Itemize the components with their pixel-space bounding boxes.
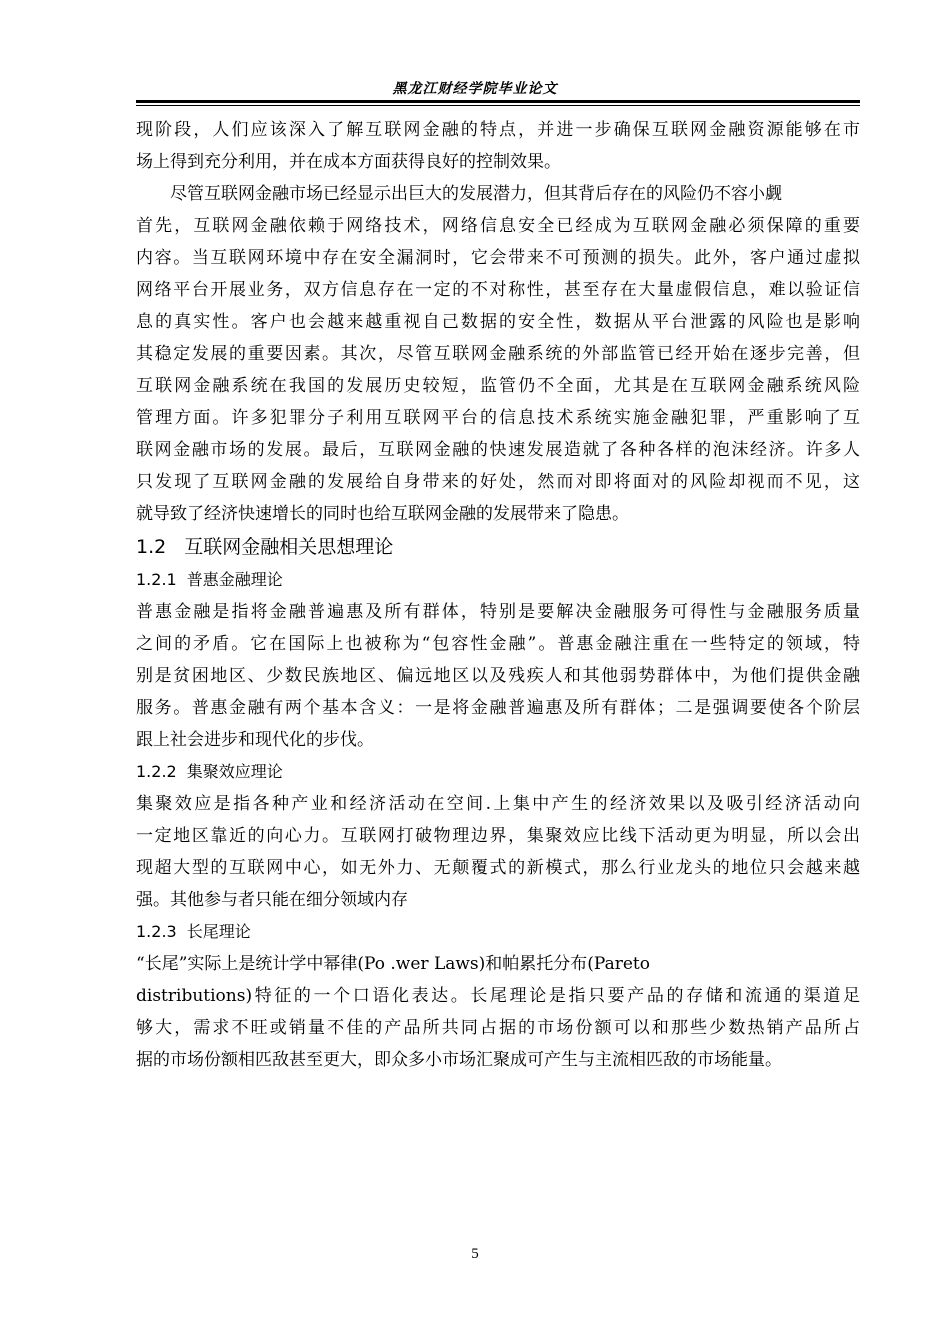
paragraph-line: 其稳定发展的重要因素。其次，尽管互联网金融系统的外部监管已经开始在逐步完善，但 (136, 344, 860, 364)
subsection-heading (136, 564, 860, 596)
paragraph-line: 服务。普惠金融有两个基本含义：一是将金融普遍惠及所有群体；二是强调要使各个阶层 (136, 698, 860, 718)
paragraph-line: 首先，互联网金融依赖于网络技术，网络信息安全已经成为互联网金融必须保障的重要 (136, 216, 860, 236)
paragraph-line: 管理方面。许多犯罪分子利用互联网平台的信息技术系统实施金融犯罪，严重影响了互 (136, 408, 860, 428)
header-rule-thin (136, 105, 860, 106)
paragraph-line: 网络平台开展业务，双方信息存在一定的不对称性，甚至存在大量虚假信息，难以验证信 (136, 280, 860, 300)
paragraph-line: 联网金融市场的发展。最后，互联网金融的快速发展造就了各种各样的泡沫经济。许多人 (136, 440, 860, 460)
document-body (136, 114, 860, 1076)
paragraph-line: distributions)特征的一个口语化表达。长尾理论是指只要产品的存储和流通的渠道足 (136, 986, 860, 1006)
paragraph-line: 就导致了经济快速增长的同时也给互联网金融的发展带来了隐患。 (136, 504, 629, 524)
paragraph-line: 强。其他参与者只能在细分领域内存 (136, 890, 408, 910)
subsection-title: 长尾理论 (186, 922, 251, 941)
paragraph-line: “长尾”实际上是统计学中幂律(Po .wer Laws)和帕累托分布(Pareto (136, 954, 650, 974)
section-title: 互联网金融相关思想理论 (184, 536, 394, 558)
paragraph-line: 现阶段，人们应该深入了解互联网金融的特点，并进一步确保互联网金融资源能够在市 (136, 120, 860, 140)
page-number: 5 (471, 1246, 479, 1262)
paragraph-line: 现超大型的互联网中心，如无外力、无颠覆式的新模式，那么行业龙头的地位只会越来越 (136, 858, 860, 878)
subsection-number: 1.2.3 (136, 922, 177, 941)
paragraph-line: 跟上社会进步和现代化的步伐。 (136, 730, 374, 750)
section-heading (136, 530, 860, 564)
paragraph-line: 尽管互联网金融市场已经显示出巨大的发展潜力，但其背后存在的风险仍不容小觑 (170, 184, 782, 204)
paragraph-line: 别是贫困地区、少数民族地区、偏远地区以及残疾人和其他弱势群体中，为他们提供金融 (136, 666, 860, 686)
paragraph-line: 据的市场份额相匹敌甚至更大，即众多小市场汇聚成可产生与主流相匹敌的市场能量。 (136, 1050, 782, 1070)
subsection-number: 1.2.1 (136, 570, 177, 589)
header-rule-thick (136, 100, 860, 103)
subsection-title: 集聚效应理论 (186, 762, 283, 781)
subsection-title: 普惠金融理论 (186, 570, 283, 589)
subsection-heading (136, 756, 860, 788)
paragraph-line: 场上得到充分利用，并在成本方面获得良好的控制效果。 (136, 152, 561, 172)
paragraph-line: 互联网金融系统在我国的发展历史较短，监管仍不全面，尤其是在互联网金融系统风险 (136, 376, 860, 396)
paragraph-line: 集聚效应是指各种产业和经济活动在空间.上集中产生的经济效果以及吸引经济活动向 (136, 794, 860, 814)
paragraph-line: 一定地区靠近的向心力。互联网打破物理边界，集聚效应比线下活动更为明显，所以会出 (136, 826, 860, 846)
subsection-heading (136, 916, 860, 948)
page-header-title: 黑龙江财经学院毕业论文 (392, 81, 558, 97)
paragraph-line: 只发现了互联网金融的发展给自身带来的好处，然而对即将面对的风险却视而不见，这 (136, 472, 860, 492)
section-number: 1.2 (136, 536, 167, 558)
paragraph-line: 内容。当互联网环境中存在安全漏洞时，它会带来不可预测的损失。此外，客户通过虚拟 (136, 248, 860, 268)
paragraph-line: 普惠金融是指将金融普遍惠及所有群体，特别是要解决金融服务可得性与金融服务质量 (136, 602, 860, 622)
paragraph-line: 息的真实性。客户也会越来越重视自己数据的安全性，数据从平台泄露的风险也是影响 (136, 312, 860, 332)
paragraph-line: 够大，需求不旺或销量不佳的产品所共同占据的市场份额可以和那些少数热销产品所占 (136, 1018, 860, 1038)
paragraph-line: 之间的矛盾。它在国际上也被称为“包容性金融”。普惠金融注重在一些特定的领域，特 (136, 634, 860, 654)
subsection-number: 1.2.2 (136, 762, 177, 781)
